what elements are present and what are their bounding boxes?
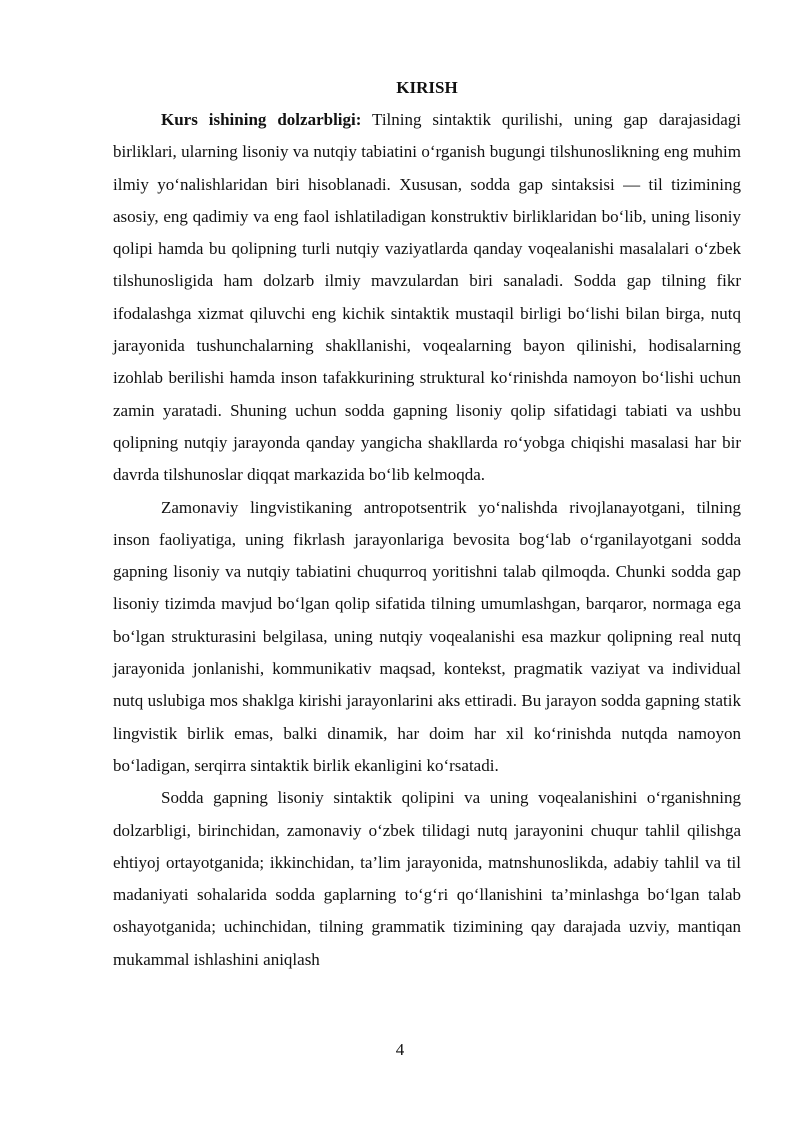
paragraph-lead: Kurs ishining dolzarbligi: <box>161 110 362 129</box>
paragraph-modern-linguistics: Zamonaviy lingvistikaning antropotsentrik yo‘nalishda rivojlanayotgani, tilning inson faoliyatiga, uning fikrlash jarayonlariga bevosita bog‘lab o‘rganilayotgani sodda gapning lisoniy va nutqiy tabiatini chuqurroq yoritishni talab qilmoqda. Chunki sodda gap lisoniy tizimda mavjud bo‘lgan qolip sifatida tilning umumlashgan, barqaror, normaga ega bo‘lgan strukturasini belgilasa, uning nutqiy voqealanishi esa mazkur qolipning real nutq jarayonida jonlanishi, kommunikativ maqsad, kontekst, pragmatik vaziyat va individual nutq uslubiga mos shaklga kirishi jarayonlarini aks ettiradi. Bu jarayon sodda gapning statik lingvistik birlik emas, balki dinamik, har doim har xil ko‘rinishda nutqda namoyon bo‘ladigan, serqirra sintaktik birlik ekanligini ko‘rsatadi. <box>113 497 741 775</box>
page-number: 4 <box>395 1040 405 1059</box>
section-title: KIRISH <box>396 78 458 97</box>
document-page <box>113 72 741 976</box>
paragraph-relevance <box>113 104 741 492</box>
paragraph-relevance-reasons: Sodda gapning lisoniy sintaktik qolipini va uning voqealanishini o‘rganishning dolzarbligi, birinchidan, zamonaviy o‘zbek tilidagi nutq jarayonini chuqur tahlil qilishga ehtiyoj ortayotganida; ikkinchidan, ta’lim jarayonida, matnshunoslikda, adabiy tahlil va til madaniyati sohalarida sodda gaplarning to‘g‘ri qo‘llanishini ta’minlashga bo‘lgan talab oshayotganida; uchinchidan, tilning grammatik tizimining qay darajada uzviy, mantiqan mukammal ishlashini aniqlash <box>113 788 741 969</box>
paragraph-text: Tilning sintaktik qurilishi, uning gap darajasidagi birliklari, ularning lisoniy va nutqiy tabiatini o‘rganish bugungi tilshunoslikning eng muhim ilmiy yo‘nalishlaridan biri hisoblanadi. Xususan, sodda gap sintaksisi — til tizimining asosiy, eng qadimiy va eng faol ishlatiladigan konstruktiv birliklaridan bo‘lib, uning lisoniy qolipi hamda bu qolipning turli nutqiy vaziyatlarda qanday voqealanishi masalalari o‘zbek tilshunosligida ham dolzarb ilmiy mavzulardan biri sanaladi. Sodda gap tilning fikr ifodalashga xizmat qiluvchi eng kichik sintaktik mustaqil birligi bo‘lishi bilan birga, nutq jarayonida tushunchalarning shakllanishi, voqealarning bayon qilinishi, hodisalarning izohlab berilishi hamda inson tafakkurining struktural ko‘rinishda namoyon bo‘lishi uchun zamin yaratadi. Shuning uchun sodda gapning lisoniy qolip sifatidagi tabiati va ushbu qolipning nutqiy jarayonda qanday yangicha shakllarda ro‘yobga chiqishi masalasi har bir davrda tilshunoslar diqqat markazida bo‘lib kelmoqda. <box>113 110 741 485</box>
